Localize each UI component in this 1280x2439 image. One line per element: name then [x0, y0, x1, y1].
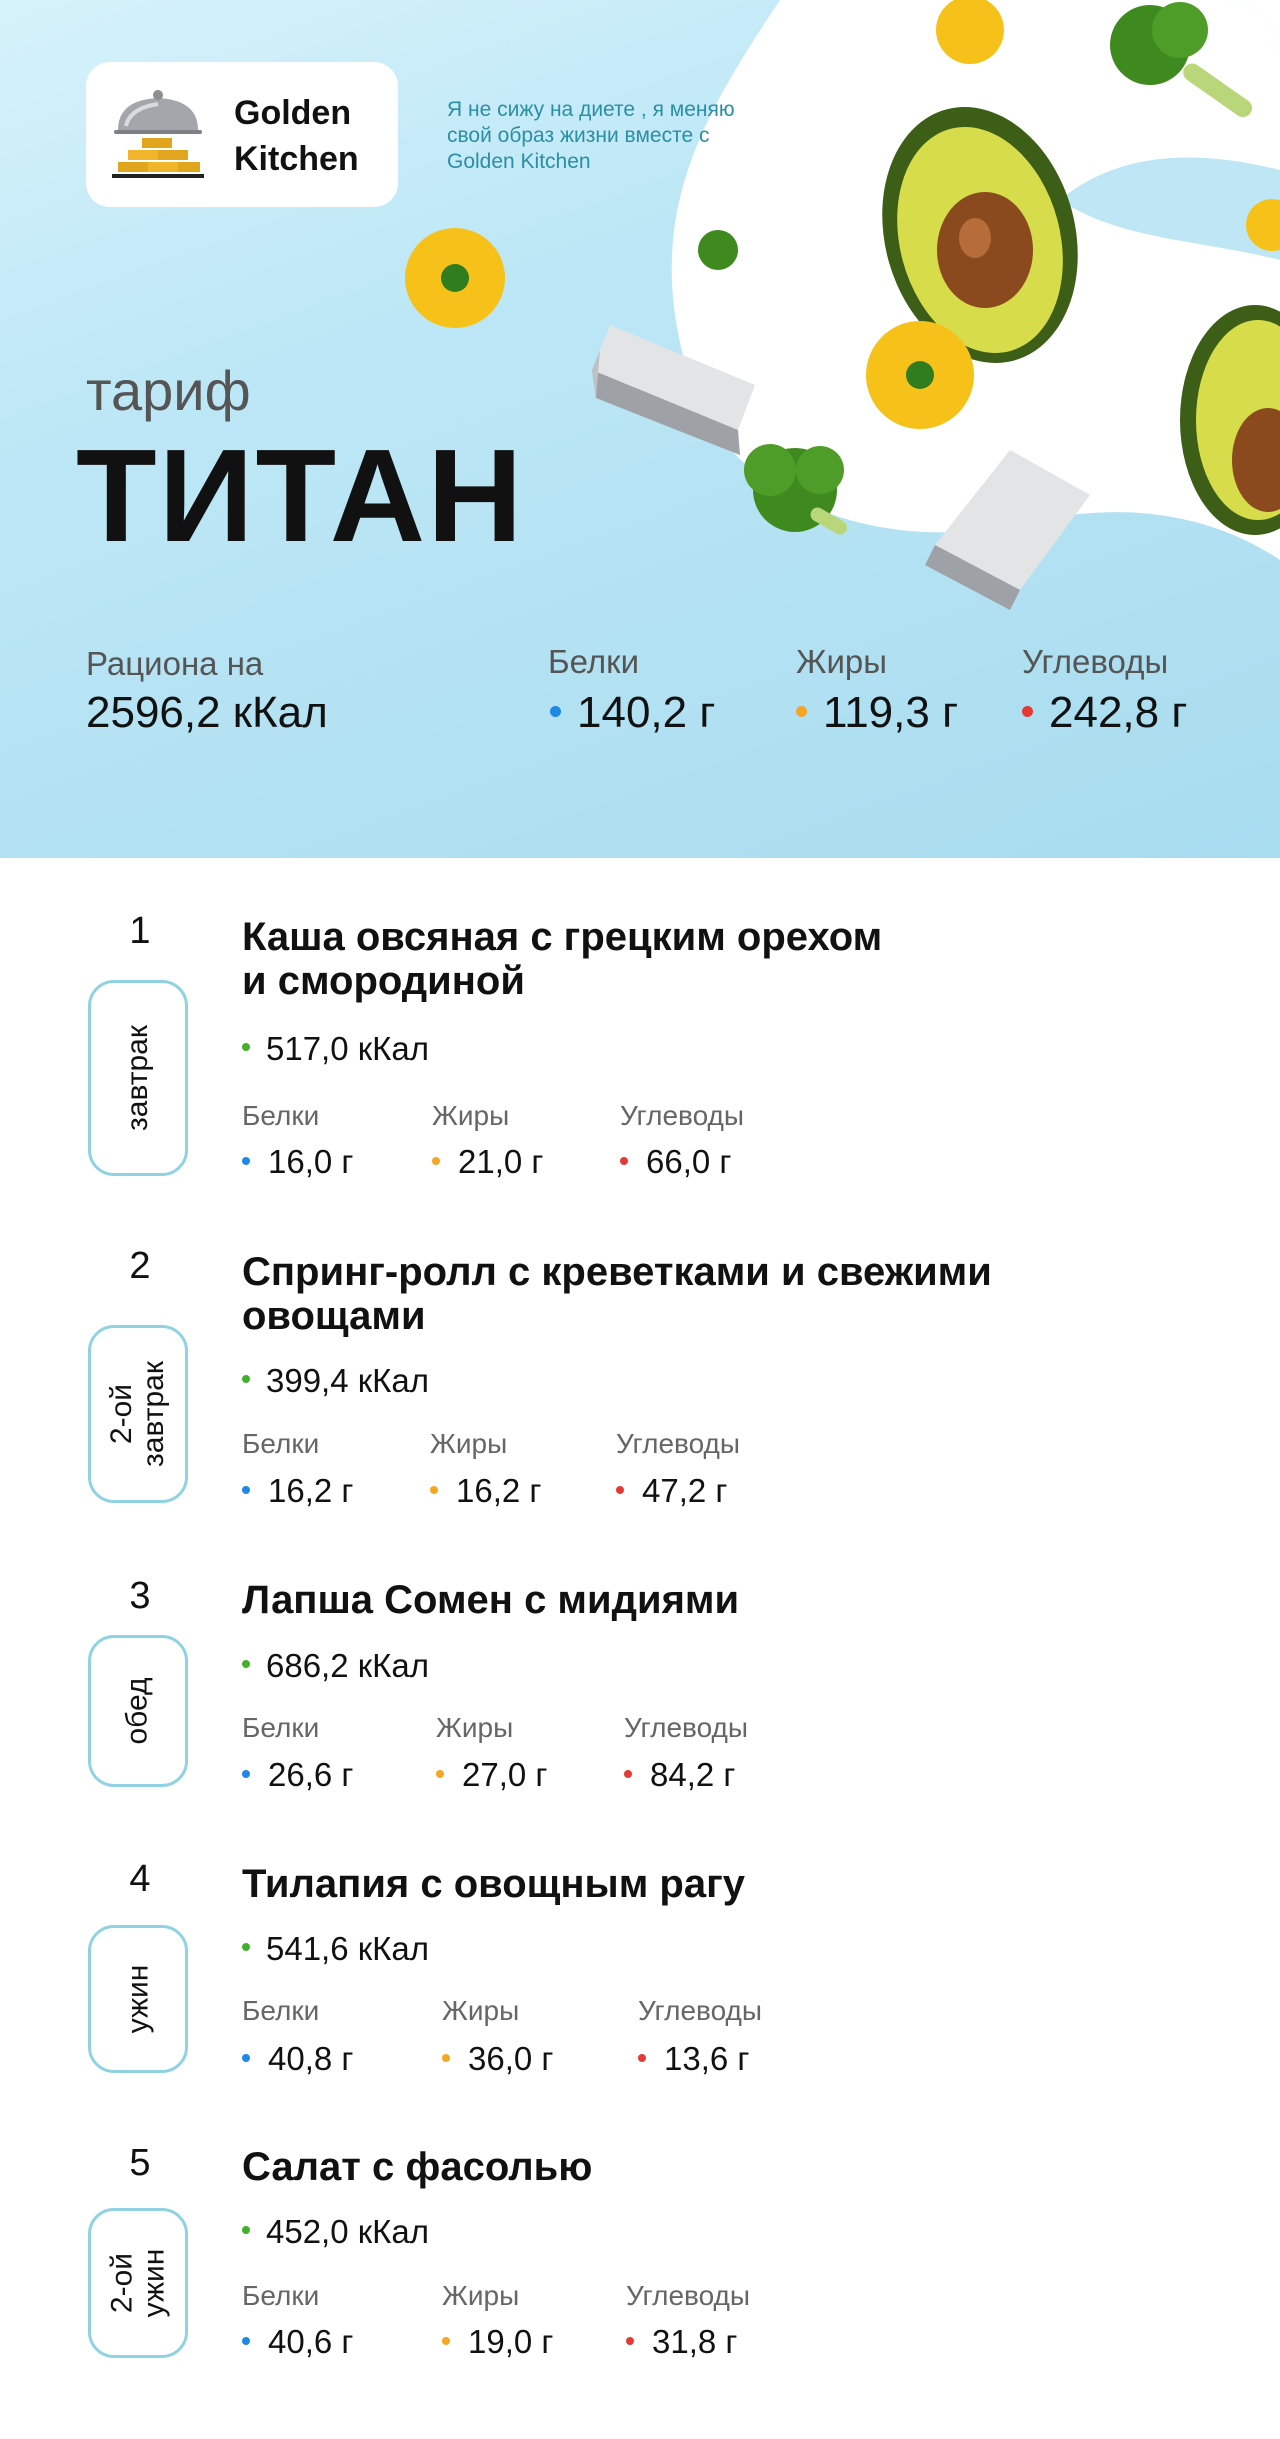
fat-dot-icon — [432, 1157, 440, 1165]
protein-dot-icon — [550, 706, 561, 717]
protein-value: 26,6 г — [242, 1756, 353, 1794]
meal-type-badge[interactable]: завтрак — [88, 980, 188, 1176]
carbs-label: Углеводы — [638, 1995, 763, 2026]
protein-value: 16,2 г — [242, 1472, 353, 1510]
fat-label: Жиры — [442, 1995, 520, 2026]
carbs-label: Углеводы — [624, 1712, 749, 1743]
carbs-dot-icon — [1022, 706, 1033, 717]
protein-label: Белки — [242, 1100, 320, 1131]
brand-name: Golden Kitchen — [234, 94, 359, 178]
carbs-dot-icon — [638, 2054, 646, 2062]
protein-dot-icon — [242, 2054, 250, 2062]
meal-number: 3 — [129, 1575, 151, 1617]
carbs-value: 47,2 г — [616, 1472, 727, 1510]
carbs-value: 84,2 г — [624, 1756, 735, 1794]
fat-label: Жиры — [432, 1100, 510, 1131]
fat-value: 16,2 г — [430, 1472, 541, 1510]
meal-title: Спринг-ролл с креветками и свежими овощами — [242, 1250, 992, 1338]
kcal-dot-icon — [242, 2226, 250, 2234]
meal-number: 2 — [129, 1245, 151, 1287]
meal-type-badge[interactable]: обед — [88, 1635, 188, 1787]
tariff-label: тариф — [86, 359, 251, 422]
fat-value: 19,0 г — [442, 2323, 553, 2361]
total-fat-value: 119,3 г — [796, 688, 958, 738]
fat-value: 27,0 г — [436, 1756, 547, 1794]
total-carbs-value: 242,8 г — [1022, 688, 1187, 738]
protein-value: 40,8 г — [242, 2040, 353, 2078]
meal-kcal: 541,6 кКал — [242, 1930, 429, 1968]
carbs-dot-icon — [620, 1157, 628, 1165]
fat-label: Жиры — [430, 1428, 508, 1459]
protein-dot-icon — [242, 1157, 250, 1165]
meal-title: Салат с фасолью — [242, 2145, 593, 2189]
total-protein-value: 140,2 г — [550, 688, 715, 738]
total-protein-label: Белки — [548, 643, 640, 680]
cloche-gold-icon — [108, 82, 208, 182]
carbs-label: Углеводы — [626, 2280, 751, 2311]
meal-type-badge[interactable]: 2-ой ужин — [88, 2208, 188, 2358]
kcal-dot-icon — [242, 1660, 250, 1668]
fat-dot-icon — [442, 2054, 450, 2062]
meal-number: 5 — [129, 2142, 151, 2184]
meal-kcal: 399,4 кКал — [242, 1362, 429, 1400]
carbs-label: Углеводы — [620, 1100, 745, 1131]
fat-dot-icon — [430, 1486, 438, 1494]
protein-label: Белки — [242, 2280, 320, 2311]
meal-kcal: 452,0 кКал — [242, 2213, 429, 2251]
kcal-dot-icon — [242, 1943, 250, 1951]
meal-kcal: 517,0 кКал — [242, 1030, 429, 1068]
total-fat-label: Жиры — [796, 643, 887, 680]
hero-banner — [0, 0, 1280, 858]
fat-dot-icon — [796, 706, 807, 717]
carbs-value: 66,0 г — [620, 1143, 731, 1181]
protein-label: Белки — [242, 1428, 320, 1459]
meal-title: Тилапия с овощным рагу — [242, 1862, 746, 1906]
fat-value: 21,0 г — [432, 1143, 543, 1181]
tariff-name: ТИТАН — [76, 422, 525, 569]
meal-kcal: 686,2 кКал — [242, 1647, 429, 1685]
total-carbs-label: Углеводы — [1022, 643, 1169, 680]
ration-value: 2596,2 кКал — [86, 688, 328, 737]
protein-dot-icon — [242, 1486, 250, 1494]
fat-dot-icon — [442, 2337, 450, 2345]
fat-label: Жиры — [442, 2280, 520, 2311]
meal-title: Каша овсяная с грецким орехом и смородиной — [242, 915, 883, 1003]
meal-type-badge[interactable]: ужин — [88, 1925, 188, 2073]
carbs-dot-icon — [624, 1770, 632, 1778]
protein-label: Белки — [242, 1995, 320, 2026]
meal-number: 4 — [129, 1858, 151, 1900]
protein-dot-icon — [242, 1770, 250, 1778]
ration-label: Рациона на — [86, 645, 264, 682]
meal-number: 1 — [129, 910, 151, 952]
carbs-value: 31,8 г — [626, 2323, 737, 2361]
carbs-label: Углеводы — [616, 1428, 741, 1459]
fat-label: Жиры — [436, 1712, 514, 1743]
kcal-dot-icon — [242, 1043, 250, 1051]
meal-title: Лапша Сомен с мидиями — [242, 1578, 740, 1622]
meal-type-badge[interactable]: 2-ой завтрак — [88, 1325, 188, 1503]
carbs-dot-icon — [626, 2337, 634, 2345]
protein-dot-icon — [242, 2337, 250, 2345]
carbs-value: 13,6 г — [638, 2040, 749, 2078]
brand-logo[interactable] — [86, 62, 398, 207]
protein-value: 16,0 г — [242, 1143, 353, 1181]
fat-dot-icon — [436, 1770, 444, 1778]
kcal-dot-icon — [242, 1375, 250, 1383]
slogan-text: Я не сижу на диете , я меняю свой образ жизни вместе с Golden Kitchen — [447, 98, 735, 173]
carbs-dot-icon — [616, 1486, 624, 1494]
protein-label: Белки — [242, 1712, 320, 1743]
protein-value: 40,6 г — [242, 2323, 353, 2361]
fat-value: 36,0 г — [442, 2040, 553, 2078]
